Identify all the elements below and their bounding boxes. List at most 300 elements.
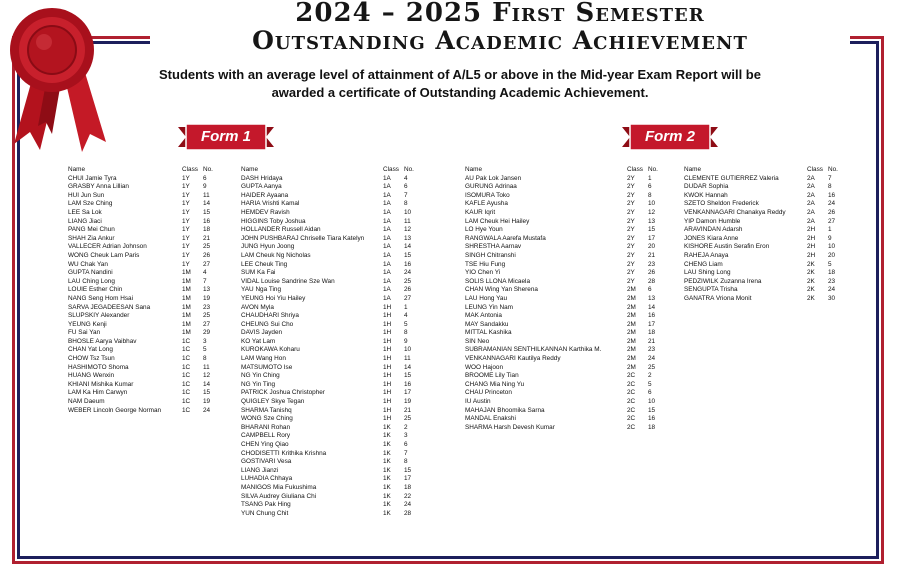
student-row <box>68 312 228 321</box>
student-name: CHAN Yat Long <box>68 346 113 354</box>
student-class: 1A <box>383 208 391 216</box>
student-row <box>465 338 665 347</box>
student-class: 1H <box>383 329 392 337</box>
student-name: CHEN Ying Qiao <box>241 441 289 448</box>
student-name: PEDZIWILK Zuzanna Irena <box>684 277 762 285</box>
student-row <box>68 243 228 252</box>
student-row <box>465 243 665 252</box>
student-row <box>465 192 665 201</box>
student-class: 2K <box>807 269 815 277</box>
student-row <box>68 252 228 261</box>
student-class: 2C <box>627 372 636 380</box>
student-name: CHANG Mia Ning Yu <box>465 380 525 388</box>
header-class: Class <box>627 166 643 173</box>
student-row <box>465 415 665 424</box>
student-number: 5 <box>404 320 408 328</box>
student-class: 1C <box>182 355 191 363</box>
student-class: 1A <box>383 277 391 285</box>
student-row <box>241 235 423 244</box>
header-name: Name <box>684 166 702 173</box>
title-block <box>150 0 850 56</box>
student-name: KO Yat Lam <box>241 337 276 345</box>
student-class: 2C <box>627 389 636 397</box>
student-row <box>241 458 423 467</box>
student-row <box>241 192 423 201</box>
student-name: GUPTA Aanya <box>241 183 282 191</box>
student-row <box>241 346 423 355</box>
student-name: RAHEJA Anaya <box>684 251 729 259</box>
student-number: 28 <box>648 277 656 285</box>
student-class: 1Y <box>182 234 190 242</box>
student-number: 19 <box>404 398 412 406</box>
student-number: 13 <box>648 294 656 302</box>
student-number: 25 <box>203 312 211 320</box>
student-class: 1H <box>383 372 392 380</box>
student-class: 1A <box>383 234 391 242</box>
student-name: LAM Wang Hon <box>241 355 286 363</box>
student-name: VALLECER Adrian Johnson <box>68 243 147 251</box>
student-class: 2C <box>627 380 636 388</box>
student-number: 21 <box>648 251 656 259</box>
student-row <box>465 398 665 407</box>
student-row <box>241 338 423 347</box>
student-number: 7 <box>203 277 207 285</box>
student-number: 26 <box>203 251 211 259</box>
student-name: YIP Damon Humble <box>684 217 741 225</box>
header-name: Name <box>241 166 259 173</box>
student-name: SHARMA Harsh Devesh Kumar <box>465 423 555 431</box>
student-row <box>241 484 423 493</box>
student-name: SARVA JEGADEESAN Sana <box>68 303 151 311</box>
student-number: 11 <box>404 217 411 225</box>
student-number: 11 <box>203 363 210 371</box>
student-number: 5 <box>828 260 832 268</box>
student-class: 1H <box>383 415 392 423</box>
student-number: 17 <box>404 475 412 483</box>
student-name: DASH Hridaya <box>241 174 283 182</box>
student-class: 2Y <box>627 226 635 234</box>
student-name: SZETO Sheldon Frederick <box>684 200 759 208</box>
student-number: 15 <box>404 466 412 474</box>
student-number: 19 <box>203 398 211 406</box>
student-name: VENKANNAGARI Chanakya Reddy <box>684 208 786 216</box>
header-class: Class <box>807 166 823 173</box>
student-class: 2Y <box>627 183 635 191</box>
student-name: HASHIMOTO Shoma <box>68 363 129 371</box>
student-number: 13 <box>404 234 412 242</box>
student-number: 23 <box>648 260 656 268</box>
student-name: NAM Daeum <box>68 398 105 406</box>
student-row <box>465 355 665 364</box>
student-row <box>684 269 844 278</box>
student-name: CHEUNG Sui Cho <box>241 320 294 328</box>
form1-banner <box>178 124 274 150</box>
list-header-row <box>241 166 423 175</box>
form2-list-column-1 <box>465 166 665 432</box>
student-number: 7 <box>404 449 408 457</box>
student-number: 8 <box>203 355 207 363</box>
student-class: 1K <box>383 423 391 431</box>
student-number: 25 <box>203 243 211 251</box>
student-row <box>465 312 665 321</box>
student-class: 1H <box>383 363 392 371</box>
student-row <box>465 183 665 192</box>
student-number: 17 <box>404 389 412 397</box>
student-class: 1H <box>383 312 392 320</box>
student-number: 26 <box>404 286 412 294</box>
student-class: 1A <box>383 269 391 277</box>
student-row <box>465 200 665 209</box>
student-row <box>241 295 423 304</box>
student-number: 25 <box>404 277 412 285</box>
student-name: HOLLANDER Russell Aidan <box>241 226 321 234</box>
student-number: 12 <box>404 226 412 234</box>
student-row <box>465 286 665 295</box>
student-row <box>241 183 423 192</box>
student-class: 2M <box>627 286 636 294</box>
form1-list-column-1 <box>68 166 228 415</box>
student-name: GOSTIVARI Vesa <box>241 458 292 466</box>
student-name: JOHN PUSHBARAJ Chriselle Tiara Katelyn <box>241 234 365 242</box>
form2-label: Form 2 <box>644 128 695 145</box>
student-number: 11 <box>203 191 210 199</box>
student-name: NG Yin Ching <box>241 372 280 380</box>
student-name: NG Yin Ting <box>241 380 276 388</box>
student-number: 14 <box>648 303 656 311</box>
student-number: 10 <box>404 346 412 354</box>
student-class: 2K <box>807 277 815 285</box>
student-number: 10 <box>404 208 412 216</box>
student-class: 1H <box>383 406 392 414</box>
student-number: 5 <box>648 380 652 388</box>
student-name: YEUNG Kenji <box>68 320 107 328</box>
student-row <box>241 424 423 433</box>
student-class: 2Y <box>627 269 635 277</box>
student-name: SLUPSKIY Alexander <box>68 312 130 320</box>
student-row <box>241 329 423 338</box>
student-row <box>68 381 228 390</box>
student-name: CHOW Tsz Tsun <box>68 355 115 363</box>
student-row <box>68 295 228 304</box>
student-name: AU Pak Lok Jansen <box>465 174 522 182</box>
student-row <box>465 381 665 390</box>
student-row <box>241 304 423 313</box>
student-name: HUI Jun Sun <box>68 191 105 199</box>
student-row <box>241 243 423 252</box>
student-row <box>68 329 228 338</box>
header-name: Name <box>465 166 483 173</box>
student-class: 2C <box>627 415 636 423</box>
student-class: 1A <box>383 260 391 268</box>
student-class: 1K <box>383 501 391 509</box>
student-class: 1K <box>383 441 391 448</box>
student-row <box>241 407 423 416</box>
student-number: 15 <box>203 389 211 397</box>
student-row <box>465 329 665 338</box>
student-name: WU Chak Yan <box>68 260 108 268</box>
student-class: 1C <box>182 389 191 397</box>
student-name: LIANG Jiaci <box>68 217 102 225</box>
student-class: 2Y <box>627 200 635 208</box>
wax-seal-ribbon-icon <box>0 6 120 156</box>
student-name: JUNG Hyun Joong <box>241 243 295 251</box>
student-row <box>68 389 228 398</box>
student-number: 10 <box>828 243 836 251</box>
student-row <box>68 183 228 192</box>
header-name: Name <box>68 166 86 173</box>
header-no: No. <box>648 166 658 173</box>
student-class: 1H <box>383 346 392 354</box>
student-number: 29 <box>203 329 211 337</box>
form1-list-column-2 <box>241 166 423 518</box>
student-name: HARIA Vrishti Kamal <box>241 200 300 208</box>
student-name: LAM Cheuk Ng Nicholas <box>241 251 311 259</box>
student-name: LIANG Jianzi <box>241 466 279 474</box>
student-name: FU Sai Yan <box>68 329 101 337</box>
student-name: YEUNG Hoi Yiu Hailey <box>241 294 306 302</box>
student-number: 18 <box>404 483 412 491</box>
student-number: 6 <box>404 441 408 448</box>
student-name: SOLIS LLONA Micaela <box>465 277 531 285</box>
student-name: MANIGOS Mia Fukushima <box>241 483 317 491</box>
student-name: RANGWALA Aarefa Mustafa <box>465 234 546 242</box>
student-row <box>684 261 844 270</box>
student-row <box>241 218 423 227</box>
student-row <box>465 252 665 261</box>
form2-banner <box>622 124 718 150</box>
student-number: 17 <box>648 320 656 328</box>
student-number: 16 <box>404 260 412 268</box>
student-name: KAUR Iqrit <box>465 208 496 216</box>
student-class: 1H <box>383 320 392 328</box>
student-name: BHARANI Rohan <box>241 423 291 431</box>
student-number: 26 <box>648 269 656 277</box>
student-row <box>241 209 423 218</box>
student-name: NANG Seng Hom Hsai <box>68 294 133 302</box>
student-name: QUIGLEY Skye Tegan <box>241 398 305 406</box>
student-class: 2C <box>627 398 636 406</box>
student-class: 2A <box>807 208 815 216</box>
page-title-semester: 2024 – 2025 First Semester <box>295 0 705 28</box>
student-row <box>241 286 423 295</box>
student-class: 2M <box>627 337 636 345</box>
student-number: 27 <box>203 320 211 328</box>
student-name: LAM Cheuk Hei Hailey <box>465 217 530 225</box>
student-number: 8 <box>404 200 408 208</box>
student-row <box>465 372 665 381</box>
student-class: 2Y <box>627 277 635 285</box>
student-row <box>241 432 423 441</box>
student-row <box>68 261 228 270</box>
student-class: 1A <box>383 200 391 208</box>
student-number: 26 <box>828 208 836 216</box>
student-class: 1C <box>182 372 191 380</box>
student-number: 24 <box>404 501 412 509</box>
student-class: 1M <box>182 312 191 320</box>
student-class: 1A <box>383 251 391 259</box>
student-name: MANDAL Enakshi <box>465 415 516 423</box>
student-class: 2M <box>627 312 636 320</box>
student-class: 2Y <box>627 243 635 251</box>
student-number: 2 <box>648 372 652 380</box>
student-class: 2K <box>807 260 815 268</box>
student-number: 14 <box>203 200 211 208</box>
student-class: 2A <box>807 174 815 182</box>
student-class: 2H <box>807 234 816 242</box>
student-row <box>684 183 844 192</box>
student-row <box>68 175 228 184</box>
student-name: WEBER Lincoln George Norman <box>68 406 162 414</box>
student-row <box>465 209 665 218</box>
student-name: SHAH Zia Ankur <box>68 234 115 242</box>
student-class: 2Y <box>627 260 635 268</box>
student-class: 1K <box>383 475 391 483</box>
student-row <box>465 407 665 416</box>
student-number: 23 <box>203 303 211 311</box>
student-name: LAM Ka Him Carwyn <box>68 389 128 397</box>
student-row <box>684 175 844 184</box>
student-row <box>68 346 228 355</box>
student-number: 16 <box>404 380 412 388</box>
student-number: 21 <box>203 234 211 242</box>
student-number: 6 <box>648 183 652 191</box>
student-number: 1 <box>828 226 832 234</box>
student-name: WONG Cheuk Lam Paris <box>68 251 140 259</box>
student-class: 1A <box>383 191 391 199</box>
student-row <box>465 364 665 373</box>
student-number: 24 <box>404 269 412 277</box>
student-class: 1A <box>383 217 391 225</box>
student-class: 2Y <box>627 208 635 216</box>
student-number: 8 <box>648 191 652 199</box>
student-class: 2M <box>627 363 636 371</box>
student-row <box>465 304 665 313</box>
student-row <box>241 510 423 519</box>
student-row <box>241 398 423 407</box>
student-number: 20 <box>828 251 836 259</box>
student-name: MAY Sandakku <box>465 320 509 328</box>
student-class: 2K <box>807 286 815 294</box>
student-name: ARAVINDAN Adarsh <box>684 226 743 234</box>
student-class: 1Y <box>182 208 190 216</box>
student-number: 3 <box>404 432 408 440</box>
student-row <box>68 355 228 364</box>
student-number: 18 <box>828 269 836 277</box>
student-class: 2M <box>627 355 636 363</box>
student-number: 13 <box>648 217 656 225</box>
student-class: 2A <box>807 183 815 191</box>
student-class: 2A <box>807 200 815 208</box>
student-row <box>68 278 228 287</box>
student-name: KISHORE Austin Serafin Eron <box>684 243 770 251</box>
student-class: 1M <box>182 303 191 311</box>
header-class: Class <box>182 166 198 173</box>
header-no: No. <box>404 166 414 173</box>
student-class: 1C <box>182 346 191 354</box>
student-name: LUHADIA Chhaya <box>241 475 293 483</box>
student-name: CHUI Jamie Tyra <box>68 174 117 182</box>
student-name: YAU Nga Ting <box>241 286 282 294</box>
student-row <box>241 261 423 270</box>
student-row <box>68 226 228 235</box>
header-no: No. <box>203 166 213 173</box>
student-row <box>241 226 423 235</box>
student-number: 24 <box>828 286 836 294</box>
student-name: SILVA Audrey Giuliana Chi <box>241 492 317 500</box>
student-row <box>465 175 665 184</box>
student-row <box>241 364 423 373</box>
student-class: 1Y <box>182 217 190 225</box>
student-row <box>684 200 844 209</box>
student-number: 15 <box>203 208 211 216</box>
student-name: MAK Antonia <box>465 312 502 320</box>
page-title-award: Outstanding Academic Achievement <box>252 26 748 55</box>
student-class: 1K <box>383 449 391 457</box>
student-number: 15 <box>648 226 656 234</box>
student-row <box>684 243 844 252</box>
student-row <box>68 192 228 201</box>
student-name: HUANG Wenxin <box>68 372 115 380</box>
student-row <box>241 475 423 484</box>
student-name: TSANG Pak Hing <box>241 501 291 509</box>
student-name: SENGUPTA Trisha <box>684 286 738 294</box>
student-number: 21 <box>648 337 656 345</box>
student-number: 28 <box>404 509 412 517</box>
student-name: PATRICK Joshua Christopher <box>241 389 325 397</box>
student-class: 2Y <box>627 191 635 199</box>
student-name: MAHAJAN Bhoomika Sarna <box>465 406 545 414</box>
student-number: 9 <box>203 183 207 191</box>
student-row <box>465 235 665 244</box>
student-row <box>241 372 423 381</box>
student-class: 1H <box>383 380 392 388</box>
student-class: 1A <box>383 243 391 251</box>
student-class: 1Y <box>182 226 190 234</box>
student-name: LAM Sze Ching <box>68 200 113 208</box>
student-number: 8 <box>404 329 408 337</box>
student-name: MATSUMOTO Ise <box>241 363 293 371</box>
student-name: HAIDER Ayaana <box>241 191 289 199</box>
student-number: 12 <box>648 208 656 216</box>
student-name: CHODISETTI Krithika Krishna <box>241 449 327 457</box>
student-number: 19 <box>203 294 211 302</box>
student-row <box>68 235 228 244</box>
student-class: 1A <box>383 294 391 302</box>
student-class: 1K <box>383 509 391 517</box>
student-number: 30 <box>828 294 836 302</box>
student-name: CLEMENTE GUTIERREZ Valeria <box>684 174 779 182</box>
student-name: WONG Sze Ching <box>241 415 293 423</box>
student-number: 1 <box>404 303 408 311</box>
student-number: 4 <box>404 312 408 320</box>
student-row <box>241 467 423 476</box>
student-name: CHAN Wing Yan Sherena <box>465 286 538 294</box>
student-name: DUDAR Sophia <box>684 183 729 191</box>
list-header-row <box>465 166 665 175</box>
student-class: 1Y <box>182 174 190 182</box>
student-name: CHENG Liam <box>684 260 723 268</box>
student-class: 1A <box>383 226 391 234</box>
student-row <box>241 278 423 287</box>
student-number: 18 <box>203 226 211 234</box>
award-criteria-text: Students with an average level of attainment of A/L5 or above in the Mid-year Exam Report will be awarded a certificate of Outstanding Academic Achievement. <box>159 67 761 100</box>
student-number: 1 <box>648 174 652 182</box>
student-name: LEE Sa Lok <box>68 208 102 216</box>
student-class: 1M <box>182 269 191 277</box>
student-class: 1Y <box>182 260 190 268</box>
student-row <box>68 398 228 407</box>
student-number: 27 <box>828 217 836 225</box>
